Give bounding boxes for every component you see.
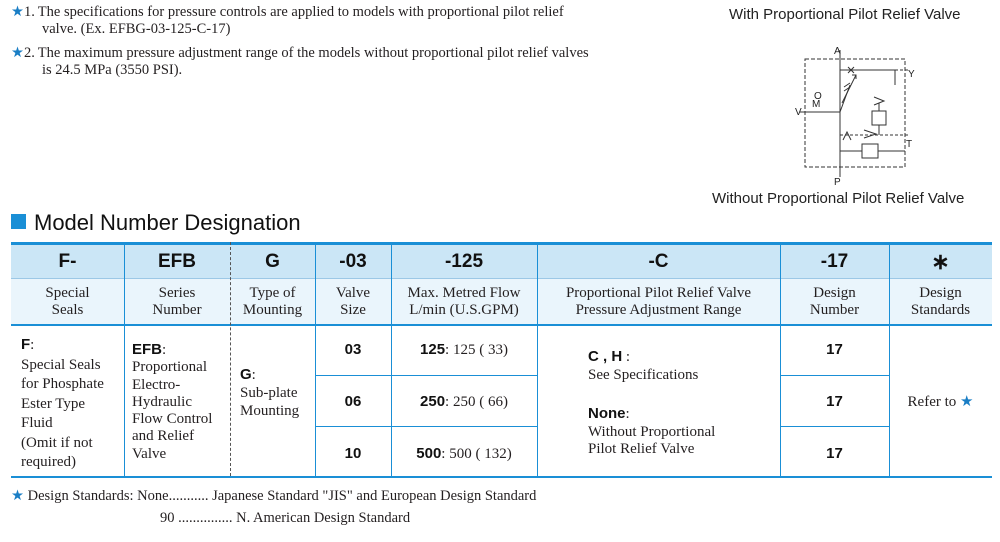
desc-line: Pressure Adjustment Range bbox=[575, 302, 742, 318]
pressure-none bbox=[588, 405, 778, 459]
note-2-line1: The maximum pressure adjustment range of the models without proportional pilot relief valves bbox=[37, 45, 589, 61]
star-icon: ★ bbox=[960, 394, 974, 410]
code-series: EFB bbox=[158, 251, 196, 272]
desc-series bbox=[124, 280, 230, 324]
row-divider bbox=[315, 426, 537, 427]
port-p-label: P bbox=[834, 177, 841, 185]
standards-cell bbox=[889, 393, 992, 411]
section-title bbox=[11, 210, 301, 236]
seals-line: Fluid bbox=[21, 415, 53, 431]
mounting-code: G bbox=[240, 366, 252, 383]
note-2-mark: 2. bbox=[24, 45, 35, 61]
row-divider bbox=[780, 375, 889, 376]
mounting-cell bbox=[240, 366, 316, 420]
diagram-title-without: Without Proportional Pilot Relief Valve bbox=[712, 190, 965, 207]
port-y-label: Y bbox=[908, 69, 915, 80]
star-icon: ★ bbox=[11, 4, 24, 20]
seals-line: for Phosphate bbox=[21, 376, 104, 392]
seals-line: (Omit if not bbox=[21, 434, 93, 451]
seals-line: Ester Type bbox=[21, 395, 86, 412]
code-design: -17 bbox=[820, 251, 849, 272]
code-seals: F- bbox=[58, 251, 77, 272]
design-17: 17 bbox=[826, 393, 843, 410]
desc-mounting bbox=[230, 280, 315, 324]
series-line: Electro- bbox=[132, 376, 181, 393]
note-1-line1: The specifications for pressure controls are applied to models with proportional pilot relief bbox=[37, 4, 564, 20]
desc-line: Number bbox=[809, 302, 860, 318]
seals-colon: : bbox=[30, 337, 35, 353]
desc-flow bbox=[391, 280, 537, 324]
desc-line: L/min (U.S.GPM) bbox=[409, 302, 519, 318]
mounting-line: Mounting bbox=[240, 403, 300, 419]
design-17: 17 bbox=[826, 445, 843, 462]
size-03: 03 bbox=[344, 341, 362, 358]
code-mounting: G bbox=[265, 251, 280, 272]
code-flow: -125 bbox=[444, 251, 484, 272]
seals-line: Special Seals bbox=[21, 356, 101, 373]
note-1-line2: valve. (Ex. EFBG-03-125-C-17) bbox=[42, 21, 231, 37]
flow-value: 125 ( 33) bbox=[452, 342, 508, 358]
seals-cell bbox=[21, 335, 121, 473]
design-17: 17 bbox=[826, 341, 843, 358]
flow-code: 125 bbox=[420, 341, 446, 358]
series-cell bbox=[132, 341, 230, 463]
flow-code: 500 bbox=[416, 445, 442, 462]
desc-size bbox=[315, 280, 391, 324]
desc-line: Max. Metred Flow bbox=[407, 285, 521, 301]
port-v-label: V bbox=[795, 107, 802, 118]
flow-value: 250 ( 66) bbox=[452, 394, 508, 410]
star-icon: ★ bbox=[11, 45, 24, 61]
port-t-label: T bbox=[906, 139, 913, 150]
footer-line-1 bbox=[11, 488, 536, 505]
note-2 bbox=[11, 45, 589, 79]
footer-code-90: 90 bbox=[160, 510, 175, 526]
pressure-ch-code: C , H bbox=[588, 348, 623, 365]
desc-standards bbox=[889, 280, 992, 324]
standards-text: Refer to bbox=[907, 394, 961, 410]
note-1 bbox=[11, 4, 564, 38]
star-icon: ★ bbox=[11, 488, 24, 504]
desc-line: Valve bbox=[335, 285, 371, 301]
section-square-icon bbox=[11, 214, 26, 229]
desc-design bbox=[780, 280, 889, 324]
desc-line: Design bbox=[919, 285, 962, 301]
table-header-rule bbox=[11, 324, 992, 326]
diagram-title-with: With Proportional Pilot Relief Valve bbox=[729, 6, 961, 23]
port-m-label: M bbox=[812, 99, 821, 110]
table-bottom-rule bbox=[11, 476, 992, 478]
code-size: -03 bbox=[339, 251, 367, 272]
desc-line: Number bbox=[152, 302, 202, 318]
series-code: EFB bbox=[132, 341, 162, 358]
flow-code: 250 bbox=[420, 393, 446, 410]
series-line: Proportional bbox=[132, 359, 207, 376]
seals-code: F bbox=[21, 336, 31, 353]
footer-dots: ........... bbox=[168, 488, 209, 504]
series-colon: : bbox=[162, 342, 167, 358]
flow-value: 500 ( 132) bbox=[449, 446, 512, 462]
pressure-none-line: Pilot Relief Valve bbox=[588, 441, 695, 457]
desc-line: Special bbox=[45, 285, 90, 301]
section-title-text: Model Number Designation bbox=[34, 210, 301, 235]
row-divider bbox=[780, 426, 889, 427]
mounting-colon: : bbox=[251, 367, 256, 383]
model-number-table bbox=[11, 242, 992, 478]
footer-label: Design Standards: None bbox=[24, 488, 169, 504]
desc-line: Standards bbox=[910, 302, 971, 318]
series-line: Hydraulic bbox=[132, 393, 192, 410]
flow-125: 125: 125 ( 33) bbox=[420, 341, 508, 358]
mounting-line: Sub-plate bbox=[240, 385, 298, 401]
desc-pressure bbox=[537, 280, 780, 324]
code-standards: ∗ bbox=[931, 249, 950, 274]
flow-500: 500: 500 ( 132) bbox=[416, 445, 512, 462]
note-2-line2: is 24.5 MPa (3550 PSI). bbox=[42, 62, 183, 78]
footer-dots: ............... bbox=[174, 510, 233, 526]
desc-line: Type of bbox=[249, 285, 296, 301]
series-line: and Relief bbox=[132, 428, 195, 445]
desc-line: Size bbox=[340, 302, 366, 318]
flow-250: 250: 250 ( 66) bbox=[420, 393, 508, 410]
pressure-ch-colon: : bbox=[622, 349, 631, 365]
table-mid-rule bbox=[11, 278, 992, 279]
footer-line-2 bbox=[160, 510, 410, 527]
footer-text-2: N. American Design Standard bbox=[232, 510, 411, 526]
note-1-mark: 1. bbox=[24, 4, 35, 20]
hydraulic-circuit-symbol bbox=[790, 45, 920, 185]
desc-line: Mounting bbox=[242, 302, 303, 318]
pressure-none-code: None bbox=[588, 405, 626, 422]
desc-line: Design bbox=[813, 285, 856, 301]
desc-line: Seals bbox=[51, 302, 84, 318]
size-06: 06 bbox=[344, 393, 362, 410]
desc-line: Proportional Pilot Relief Valve bbox=[565, 285, 752, 301]
footer-text-1: Japanese Standard "JIS" and European Design Standard bbox=[208, 488, 537, 504]
desc-line: Series bbox=[158, 285, 196, 301]
series-line: Valve bbox=[132, 445, 167, 462]
series-line: Flow Control bbox=[132, 411, 213, 428]
code-pressure: -C bbox=[648, 251, 669, 272]
port-o-label: O bbox=[814, 91, 822, 102]
port-a-label: A bbox=[834, 46, 841, 57]
pressure-ch bbox=[588, 348, 778, 384]
pressure-ch-text: See Specifications bbox=[588, 367, 699, 383]
desc-seals bbox=[11, 280, 124, 324]
size-10: 10 bbox=[344, 445, 362, 462]
seals-line: required) bbox=[21, 454, 76, 470]
pressure-none-colon: : bbox=[625, 406, 630, 422]
row-divider bbox=[315, 375, 537, 376]
pressure-none-line: Without Proportional bbox=[588, 423, 716, 440]
